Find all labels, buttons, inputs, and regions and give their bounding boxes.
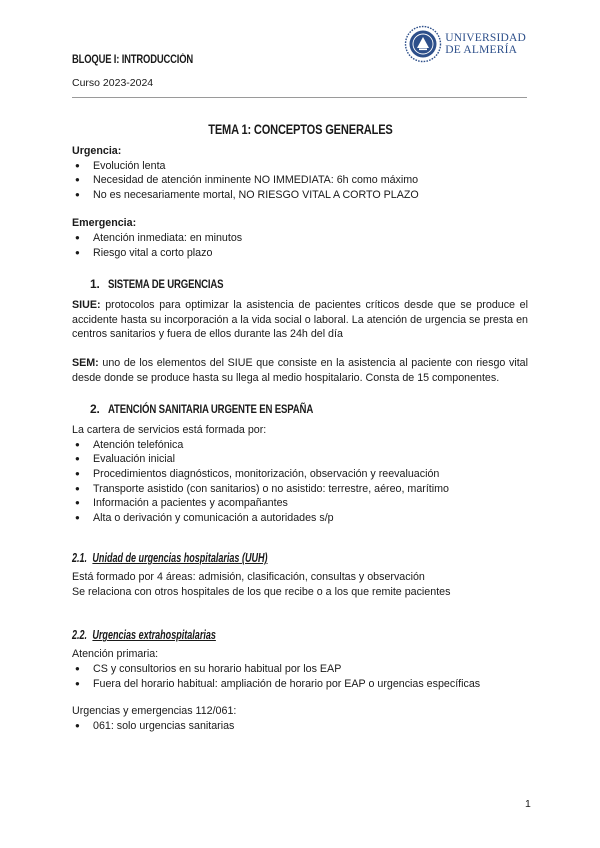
list-item: ● Alta o derivación y comunicación a autoridades s/p bbox=[72, 511, 528, 526]
subsection-heading-2-2: 2.2. Urgencias extrahospitalarias bbox=[72, 628, 217, 643]
logo-line-2: DE ALMERÍA bbox=[445, 44, 518, 56]
list-item: ● Necesidad de atención inminente NO IMMEDIATA: 6h como máximo bbox=[72, 173, 528, 188]
page-title: TEMA 1: CONCEPTOS GENERALES bbox=[207, 122, 393, 137]
list-item: ● Evolución lenta bbox=[72, 159, 528, 174]
header-divider bbox=[72, 97, 527, 98]
primary-care-list bbox=[72, 662, 528, 691]
uuh-line-1: Está formado por 4 áreas: admisión, clasificación, consultas y observación bbox=[72, 571, 425, 584]
emergencia-label: Emergencia: bbox=[72, 217, 137, 230]
list-item: ● Transporte asistido (con sanitarios) o no asistido: terrestre, aéreo, marítimo bbox=[72, 482, 528, 497]
list-item: ● Información a pacientes y acompañantes bbox=[72, 496, 528, 511]
emergency-services-list bbox=[72, 719, 528, 734]
block-title: BLOQUE I: INTRODUCCIÓN bbox=[72, 54, 194, 66]
subsection-heading-2-1: 2.1. Unidad de urgencias hospitalarias (UUH) bbox=[72, 551, 268, 566]
siue-paragraph bbox=[72, 298, 528, 342]
page-number: 1 bbox=[525, 798, 531, 810]
uuh-line-2: Se relaciona con otros hospitales de los que recibe o a los que remite pacientes bbox=[72, 585, 451, 598]
list-item: ● 061: solo urgencias sanitarias bbox=[72, 719, 528, 734]
list-item: ● Atención inmediata: en minutos bbox=[72, 231, 528, 246]
sem-label: SEM: bbox=[72, 356, 99, 369]
services-list bbox=[72, 438, 528, 526]
page-header bbox=[72, 32, 528, 98]
sem-paragraph bbox=[72, 356, 528, 385]
list-item: ● CS y consultorios en su horario habitual por los EAP bbox=[72, 662, 528, 677]
list-item: ● Fuera del horario habitual: ampliación de horario por EAP o urgencias específicas bbox=[72, 677, 528, 692]
siue-label: SIUE: bbox=[72, 299, 101, 312]
urgencia-list bbox=[72, 159, 528, 203]
services-intro: La cartera de servicios está formada por: bbox=[72, 424, 267, 437]
sem-text: uno de los elementos del SIUE que consiste en la asistencia al paciente con riesgo vital desde donde se produce hasta su llega al medio hospitalario. Consta de 15 componentes. bbox=[72, 356, 528, 384]
urgencia-label: Urgencia: bbox=[72, 145, 122, 157]
course-label: Curso 2023-2024 bbox=[72, 77, 154, 89]
list-item: ● Procedimientos diagnósticos, monitorización, observación y reevaluación bbox=[72, 467, 528, 482]
list-item: ● Riesgo vital a corto plazo bbox=[72, 246, 528, 261]
logo-line-1: UNIVERSIDAD bbox=[445, 32, 526, 44]
primary-care-label: Atención primaria: bbox=[72, 648, 159, 661]
university-logo bbox=[404, 25, 526, 63]
list-item: ● Atención telefónica bbox=[72, 438, 528, 453]
document-body bbox=[72, 120, 528, 733]
university-seal-icon bbox=[404, 25, 442, 63]
list-item: ● Evaluación inicial bbox=[72, 452, 528, 467]
list-item: ● No es necesariamente mortal, NO RIESGO VITAL A CORTO PLAZO bbox=[72, 188, 528, 203]
emergency-services-label: Urgencias y emergencias 112/061: bbox=[72, 705, 237, 718]
section-heading-1: 1. SISTEMA DE URGENCIAS bbox=[90, 277, 224, 292]
emergencia-list bbox=[72, 231, 528, 260]
section-heading-2: 2. ATENCIÓN SANITARIA URGENTE EN ESPAÑA bbox=[90, 402, 314, 417]
logo-text bbox=[445, 32, 526, 56]
siue-text: protocolos para optimizar la asistencia de pacientes críticos desde que se produce el accidente hasta su incorporación a la vida social o laboral. La atención de urgencia se presta en centros sanitarios y fuera de ellos durante las 24h del día bbox=[72, 299, 528, 341]
